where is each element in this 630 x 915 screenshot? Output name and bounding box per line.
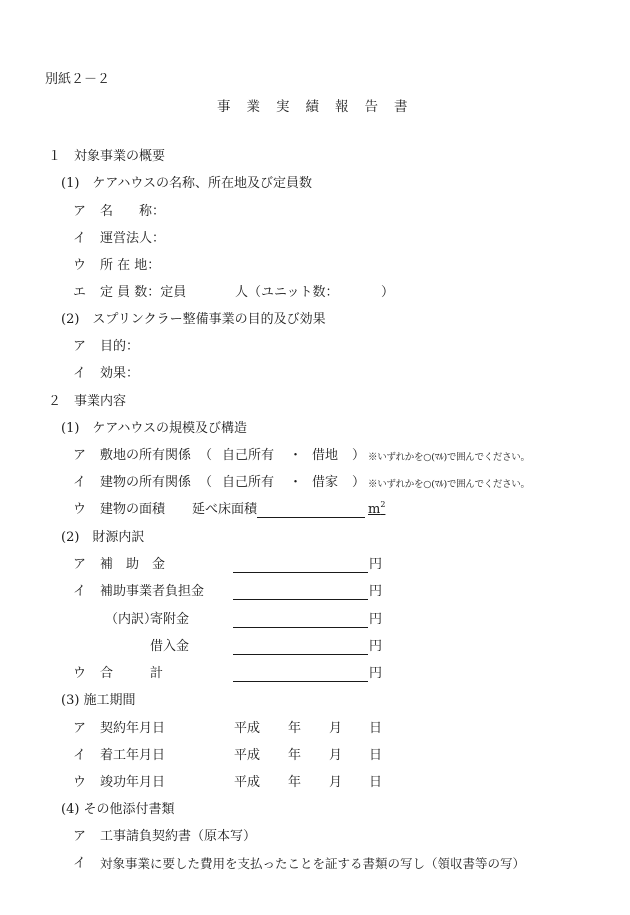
corp-label: 運営法人： [100,231,166,246]
document-title: 事業実績報告書 [217,99,424,115]
burden-mark: イ [73,584,87,599]
purpose-label: 目的： [100,339,140,354]
contract-mark: ア [73,721,87,736]
attachment-1-mark: ア [73,829,87,844]
s1-p1-heading: (1) ケアハウスの名称、所在地及び定員数 [61,176,312,191]
capacity-mark: エ [73,285,87,300]
subsidy-yen: 円 [369,557,383,572]
land-separator: ・ [289,448,303,463]
building-mark: イ [73,475,87,490]
start-month: 月 [329,748,343,763]
section-2-heading: ２ 事業内容 [48,394,127,409]
building-option-own[interactable]: 自己所有 [222,475,275,490]
s2-p1-heading: (1) ケアハウスの規模及び構造 [61,421,247,436]
building-label: 建物の所有関係 [100,475,192,490]
contract-era: 平成 [234,721,261,736]
area-sub-label: 延べ床面積 [192,502,258,517]
total-label: 合 [100,666,114,681]
start-day: 日 [369,748,383,763]
donation-label: 寄附金 [150,612,190,627]
total-input-line[interactable] [233,681,368,682]
land-close-paren: ） [352,448,366,463]
contract-year: 年 [288,721,302,736]
total-yen: 円 [369,666,383,681]
attachment-label: 別紙２－２ [45,72,111,87]
capacity-label: 定 員 数：定員 [100,285,187,300]
building-option-rent[interactable]: 借家 [312,475,339,490]
total-mark: ウ [73,666,87,681]
attachment-2-mark: イ [73,856,87,871]
start-mark: イ [73,748,87,763]
area-label: 建物の面積 [100,502,166,517]
subsidy-label: 補 助 金 [100,557,166,572]
location-mark: ウ [73,258,87,273]
s1-p2-heading: (2) スプリンクラー整備事業の目的及び効果 [61,312,326,327]
donation-input-line[interactable] [233,627,368,628]
building-open-paren: （ [199,475,213,490]
effect-mark: イ [73,366,87,381]
burden-label: 補助事業者負担金 [100,584,205,599]
complete-year: 年 [288,775,302,790]
land-option-own[interactable]: 自己所有 [222,448,275,463]
corp-mark: イ [73,231,87,246]
land-mark: ア [73,448,87,463]
capacity-unit: 人（ユニット数： [235,285,339,300]
s2-p3-heading: (3) 施工期間 [61,693,136,708]
s2-p2-heading: (2) 財源内訳 [61,530,145,545]
land-note: ※いずれかを○(ﾏﾙ)で囲んでください。 [368,452,530,463]
contract-date-label: 契約年月日 [100,721,166,736]
complete-mark: ウ [73,775,87,790]
attachment-1: 工事請負契約書（原本写） [100,829,257,844]
location-label: 所 在 地： [100,258,161,273]
burden-yen: 円 [369,584,383,599]
loan-input-line[interactable] [233,654,368,655]
area-mark: ウ [73,502,87,517]
breakdown-label: （内訳） [105,612,158,627]
complete-era: 平成 [234,775,261,790]
burden-input-line[interactable] [233,599,368,600]
land-label: 敷地の所有関係 [100,448,192,463]
start-year: 年 [288,748,302,763]
building-close-paren: ） [352,475,366,490]
name-label: 名 称： [100,204,166,219]
loan-label: 借入金 [150,639,190,654]
purpose-mark: ア [73,339,87,354]
complete-day: 日 [369,775,383,790]
subsidy-input-line[interactable] [233,572,368,573]
complete-month: 月 [329,775,343,790]
s2-p4-heading: (4) その他添付書類 [61,802,175,817]
subsidy-mark: ア [73,557,87,572]
area-input-line[interactable] [257,517,365,518]
donation-yen: 円 [369,612,383,627]
start-date-label: 着工年月日 [100,748,166,763]
total-label-2: 計 [150,666,164,681]
land-open-paren: （ [199,448,213,463]
contract-month: 月 [329,721,343,736]
name-mark: ア [73,204,87,219]
start-era: 平成 [234,748,261,763]
contract-day: 日 [369,721,383,736]
effect-label: 効果： [100,366,140,381]
building-separator: ・ [289,475,303,490]
attachment-2: 対象事業に要した費用を支払ったことを証する書類の写し（領収書等の写） [100,856,526,871]
complete-date-label: 竣功年月日 [100,775,166,790]
capacity-close: ） [381,285,395,300]
land-option-lease[interactable]: 借地 [312,448,339,463]
section-1-heading: １ 対象事業の概要 [48,149,166,164]
area-unit: $m^2$ [368,500,386,517]
building-note: ※いずれかを○(ﾏﾙ)で囲んでください。 [368,479,530,490]
loan-yen: 円 [369,639,383,654]
